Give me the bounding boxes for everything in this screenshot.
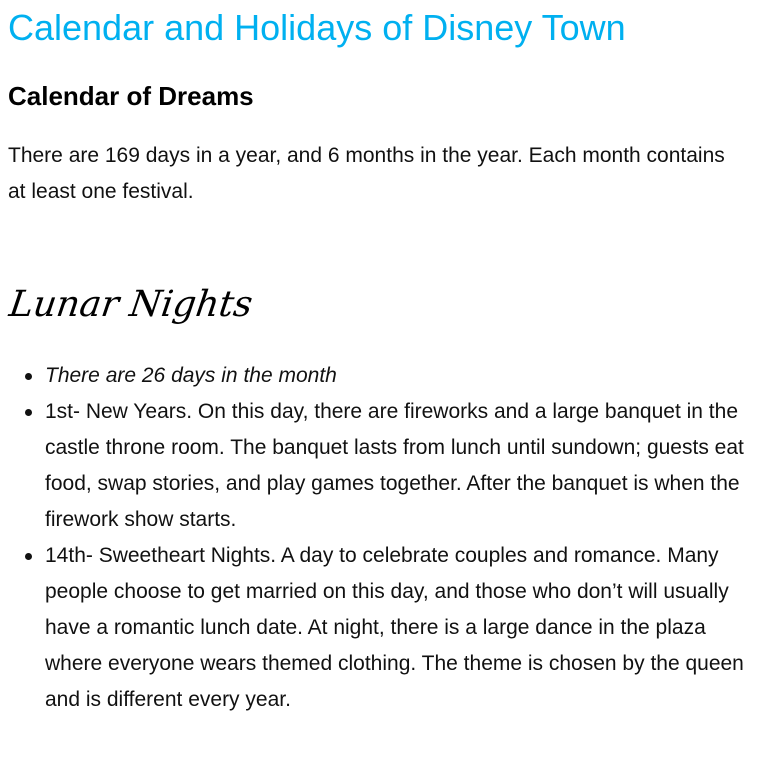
list-item-new-years <box>45 394 755 538</box>
list-item-sweetheart-nights <box>45 538 755 718</box>
month-heading-lunar-nights: Lunar Nights <box>6 284 256 325</box>
bullet-icon <box>25 553 32 560</box>
holiday-list <box>0 358 755 718</box>
list-item-text: 14th- Sweetheart Nights. A day to celebrate couples and romance. Many people choose to get married on this day, and those who don’t will usually have a romantic lunch date. At night, there is a large dance in the plaza where everyone wears themed clothing. The theme is chosen by the queen and is different every year. <box>45 544 744 711</box>
bullet-icon <box>25 409 32 416</box>
list-item-text: 1st- New Years. On this day, there are fireworks and a large banquet in the castle throne room. The banquet lasts from lunch until sundown; guests eat food, swap stories, and play games together. After the banquet is when the firework show starts. <box>45 400 744 531</box>
document-title: Calendar and Holidays of Disney Town <box>8 7 626 48</box>
list-item-days-in-month <box>45 358 755 394</box>
intro-paragraph: There are 169 days in a year, and 6 months in the year. Each month contains at least one festival. <box>8 144 725 203</box>
list-item-text: There are 26 days in the month <box>45 364 337 387</box>
section-heading-calendar-of-dreams: Calendar of Dreams <box>8 81 254 111</box>
bullet-icon <box>25 373 32 380</box>
